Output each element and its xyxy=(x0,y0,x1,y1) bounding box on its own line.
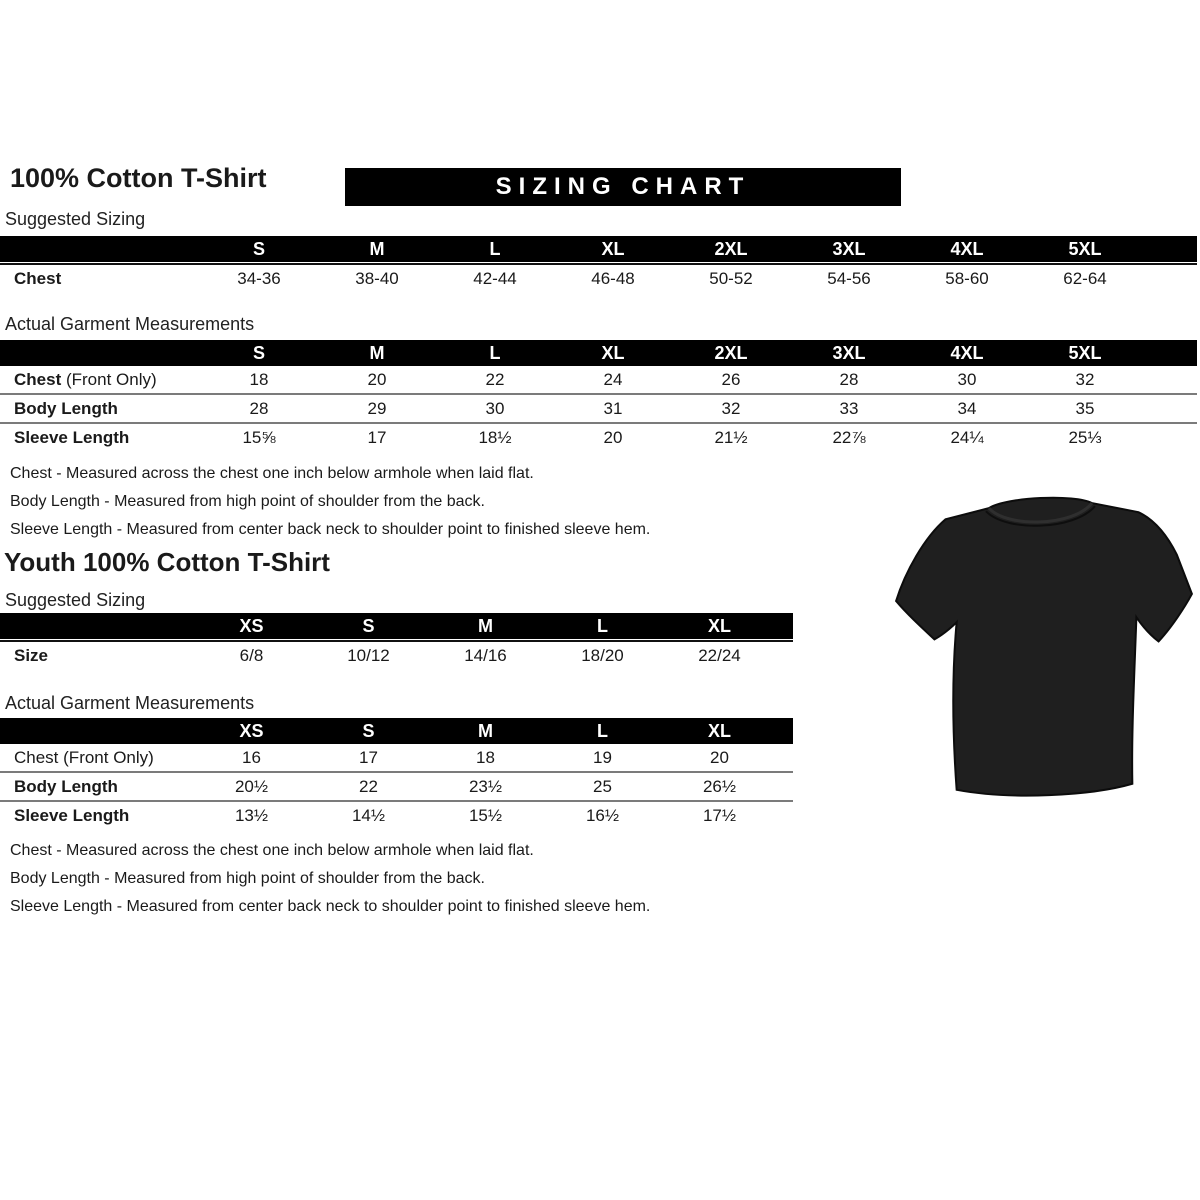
row-label: Body Length xyxy=(14,398,118,418)
row-label-cell xyxy=(0,399,200,419)
size-column-header: M xyxy=(369,342,385,363)
measurement-cell: 22 xyxy=(359,776,378,796)
size-column-header: 3XL xyxy=(832,342,866,363)
row-label-cell xyxy=(0,269,200,289)
size-column-header: L xyxy=(489,342,501,363)
measurement-cell: 42-44 xyxy=(473,268,517,288)
youth-measurement-notes xyxy=(10,837,650,921)
table-row-body-length xyxy=(0,395,1197,422)
size-column-header: 4XL xyxy=(950,342,984,363)
size-column-header: L xyxy=(597,720,608,741)
row-label-cell: Chest (Front Only) xyxy=(14,369,157,389)
measurement-cell: 10/12 xyxy=(347,645,390,665)
size-column-header: S xyxy=(362,720,375,741)
measurement-cell: 26½ xyxy=(702,776,737,796)
note-sleeve-length: Sleeve Length - Measured from center back neck to shoulder point to finished sleeve hem. xyxy=(10,898,651,915)
table-row-chest xyxy=(0,265,1197,292)
measurement-cell: 31 xyxy=(603,398,623,418)
measurement-cell: 15½ xyxy=(468,805,503,825)
measurement-cell: 24 xyxy=(603,369,623,389)
measurement-cell: 30 xyxy=(957,369,977,389)
measurement-cell: 29 xyxy=(367,398,387,418)
row-label-cell: Chest (Front Only) xyxy=(14,747,154,767)
measurement-cell: 18½ xyxy=(478,427,512,447)
row-label-cell xyxy=(0,806,193,826)
row-label-cell xyxy=(0,777,193,797)
measurement-cell: 22⅞ xyxy=(832,427,866,447)
measurement-cell: 15⅝ xyxy=(242,427,276,447)
measurement-cell: 24¼ xyxy=(950,427,984,447)
banner-text: SIZING CHART xyxy=(495,173,751,200)
adult-actual-measurements-label: Actual Garment Measurements xyxy=(5,314,255,334)
measurement-cell: 14½ xyxy=(351,805,386,825)
size-column-header: XL xyxy=(707,615,731,636)
table-header-row xyxy=(0,718,793,744)
youth-actual-measurements-table xyxy=(0,718,793,829)
measurement-cell: 28 xyxy=(839,369,859,389)
measurement-cell: 34-36 xyxy=(237,268,281,288)
row-label: Size xyxy=(14,645,49,665)
table-row-body-length xyxy=(0,773,793,800)
measurement-cell: 22 xyxy=(485,369,505,389)
measurement-cell: 58-60 xyxy=(945,268,989,288)
table-row-chest xyxy=(0,744,793,771)
row-label: Chest xyxy=(14,369,62,389)
measurement-cell: 19 xyxy=(593,747,612,767)
table-row-size xyxy=(0,642,793,669)
row-label: Chest xyxy=(14,747,59,767)
measurement-cell: 17½ xyxy=(702,805,737,825)
measurement-cell: 30 xyxy=(485,398,505,418)
note-body-length: Body Length - Measured from high point of shoulder from the back. xyxy=(10,493,485,510)
measurement-cell: 26 xyxy=(721,369,741,389)
row-label: Body Length xyxy=(14,776,118,796)
table-row-sleeve-length xyxy=(0,802,793,829)
measurement-cell: 21½ xyxy=(714,427,748,447)
table-header-row xyxy=(0,236,1197,262)
table-row-sleeve-length xyxy=(0,424,1197,451)
size-column-header: 2XL xyxy=(714,342,748,363)
measurement-cell: 6/8 xyxy=(239,645,264,665)
adult-actual-measurements-table xyxy=(0,340,1197,451)
page-title: 100% Cotton T-Shirt xyxy=(10,163,267,193)
measurement-cell: 14/16 xyxy=(464,645,507,665)
measurement-cell: 18 xyxy=(249,369,269,389)
measurement-cell: 20 xyxy=(603,427,623,447)
black-tshirt-image xyxy=(893,494,1196,809)
measurement-cell: 17 xyxy=(367,427,387,447)
adult-suggested-sizing-table xyxy=(0,236,1197,292)
note-chest: Chest - Measured across the chest one inch below armhole when laid flat. xyxy=(10,465,534,482)
measurement-cell: 25 xyxy=(593,776,612,796)
measurement-cell: 32 xyxy=(721,398,741,418)
measurement-cell: 23½ xyxy=(468,776,503,796)
adult-suggested-sizing-label: Suggested Sizing xyxy=(5,209,146,229)
size-column-header: 3XL xyxy=(832,238,866,259)
row-label-cell xyxy=(0,646,193,666)
measurement-cell: 25⅓ xyxy=(1068,427,1102,447)
measurement-cell: 28 xyxy=(249,398,269,418)
size-column-header: XL xyxy=(601,342,625,363)
size-column-header: XS xyxy=(239,615,264,636)
measurement-cell: 54-56 xyxy=(827,268,871,288)
table-row-chest xyxy=(0,366,1197,393)
measurement-cell: 20 xyxy=(710,747,729,767)
size-column-header: S xyxy=(362,615,375,636)
size-column-header: XS xyxy=(239,720,264,741)
size-column-header: M xyxy=(369,238,385,259)
measurement-cell: 20 xyxy=(367,369,387,389)
measurement-cell: 20½ xyxy=(234,776,269,796)
measurement-cell: 13½ xyxy=(234,805,269,825)
measurement-cell: 17 xyxy=(359,747,378,767)
size-column-header: 5XL xyxy=(1068,238,1102,259)
measurement-cell: 35 xyxy=(1075,398,1095,418)
measurement-cell: 16½ xyxy=(585,805,620,825)
row-label: Sleeve Length xyxy=(14,427,130,447)
size-column-header: S xyxy=(252,238,265,259)
measurement-cell: 18 xyxy=(476,747,495,767)
size-column-header: M xyxy=(478,615,493,636)
youth-suggested-sizing-table xyxy=(0,613,793,669)
row-label-cell xyxy=(0,428,200,448)
youth-section-title: Youth 100% Cotton T-Shirt xyxy=(4,547,330,577)
size-column-header: 5XL xyxy=(1068,342,1102,363)
size-column-header: 4XL xyxy=(950,238,984,259)
measurement-cell: 50-52 xyxy=(709,268,753,288)
measurement-cell: 22/24 xyxy=(698,645,741,665)
row-label: Sleeve Length xyxy=(14,805,130,825)
size-column-header: L xyxy=(597,615,608,636)
note-body-length: Body Length - Measured from high point of shoulder from the back. xyxy=(10,870,485,887)
youth-actual-measurements-label: Actual Garment Measurements xyxy=(5,693,255,713)
size-column-header: XL xyxy=(707,720,731,741)
note-sleeve-length: Sleeve Length - Measured from center back neck to shoulder point to finished sleeve hem. xyxy=(10,521,651,538)
size-column-header: M xyxy=(478,720,493,741)
table-header-row xyxy=(0,613,793,639)
measurement-cell: 18/20 xyxy=(581,645,624,665)
sizing-chart-banner xyxy=(345,168,901,206)
size-column-header: 2XL xyxy=(714,238,748,259)
youth-suggested-sizing-label: Suggested Sizing xyxy=(5,590,146,610)
size-column-header: L xyxy=(489,238,501,259)
size-column-header: S xyxy=(252,342,265,363)
note-chest: Chest - Measured across the chest one inch below armhole when laid flat. xyxy=(10,842,534,859)
measurement-cell: 38-40 xyxy=(355,268,399,288)
row-label: Chest xyxy=(14,268,62,288)
measurement-cell: 33 xyxy=(839,398,859,418)
measurement-cell: 32 xyxy=(1075,369,1095,389)
measurement-cell: 62-64 xyxy=(1063,268,1107,288)
size-column-header: XL xyxy=(601,238,625,259)
table-header-row xyxy=(0,340,1197,366)
tshirt-body xyxy=(896,498,1192,796)
measurement-cell: 34 xyxy=(957,398,977,418)
adult-measurement-notes xyxy=(10,460,650,544)
measurement-cell: 16 xyxy=(242,747,261,767)
measurement-cell: 46-48 xyxy=(591,268,635,288)
